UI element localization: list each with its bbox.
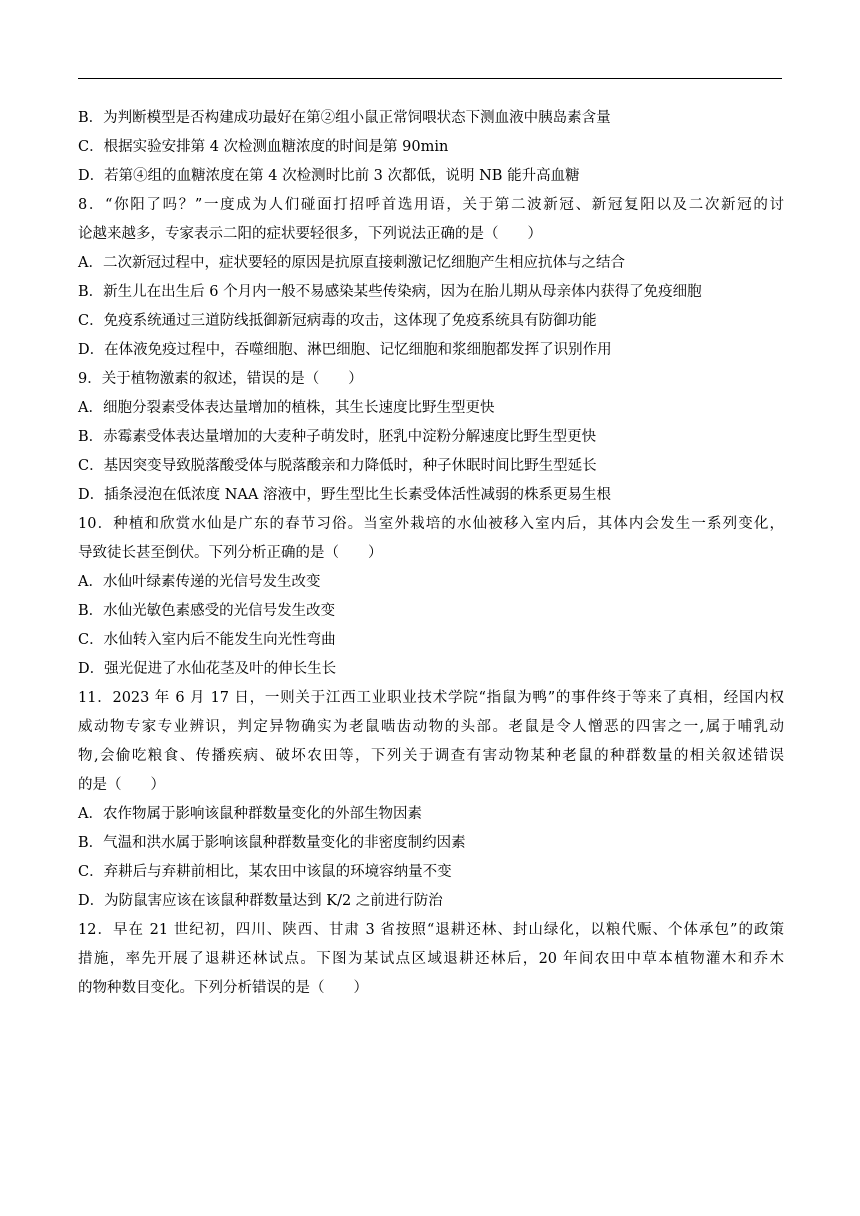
q8-option-d: D．在体液免疫过程中，吞噬细胞、淋巴细胞、记忆细胞和浆细胞都发挥了识别作用 [78, 342, 612, 358]
q8-option-c: C．免疫系统通过三道防线抵御新冠病毒的攻击，这体现了免疫系统具有防御功能 [78, 313, 597, 329]
q7-option-d: D．若第④组的血糖浓度在第 4 次检测时比前 3 次都低，说明 NB 能升高血糖 [78, 168, 580, 184]
q11-stem-line-3: 物,会偷吃粮食、传播疾病、破坏农田等，下列关于调查有害动物某种老鼠的种群数量的相关叙述错误 [78, 748, 784, 764]
q7-option-b: B．为判断模型是否构建成功最好在第②组小鼠正常饲喂状态下测血液中胰岛素含量 [78, 110, 611, 126]
q10-stem-line-2: 导致徒长甚至倒伏。下列分析正确的是（ ） [78, 545, 383, 561]
q9-option-d: D．插条浸泡在低浓度 NAA 溶液中，野生型比生长素受体活性减弱的株系更易生根 [78, 487, 611, 503]
q8-option-a: A．二次新冠过程中，症状要轻的原因是抗原直接刺激记忆细胞产生相应抗体与之结合 [78, 255, 625, 271]
q9-option-c: C．基因突变导致脱落酸受体与脱落酸亲和力降低时，种子休眠时间比野生型延长 [78, 458, 597, 474]
q12-stem-line-1: 12．早在 21 世纪初，四川、陕西、甘肃 3 省按照“退耕还林、封山绿化，以粮代赈、个体承包”的政策 [78, 922, 784, 938]
q10-option-c: C．水仙转入室内后不能发生向光性弯曲 [78, 632, 336, 648]
q9-option-a: A．细胞分裂素受体表达量增加的植株，其生长速度比野生型更快 [78, 400, 495, 416]
q7-option-c: C．根据实验安排第 4 次检测血糖浓度的时间是第 90min [78, 139, 449, 155]
q12-stem-line-3: 的物种数目变化。下列分析错误的是（ ） [78, 980, 368, 996]
q12-stem-line-2: 措施，率先开展了退耕还林试点。下图为某试点区域退耕还林后，20 年间农田中草本植物灌木和乔木 [78, 951, 784, 967]
q8-stem-line-2: 论越来越多，专家表示二阳的症状要轻很多，下列说法正确的是（ ） [78, 226, 542, 242]
q11-option-a: A．农作物属于影响该鼠种群数量变化的外部生物因素 [78, 806, 422, 822]
q10-option-d: D．强光促进了水仙花茎及叶的伸长生长 [78, 661, 337, 677]
question-content [78, 104, 784, 1003]
q10-option-b: B．水仙光敏色素感受的光信号发生改变 [78, 603, 336, 619]
q8-stem-line-1: 8．“你阳了吗？”一度成为人们碰面打招呼首选用语，关于第二波新冠、新冠复阳以及二次新冠的讨 [78, 197, 784, 213]
q9-stem: 9．关于植物激素的叙述，错误的是（ ） [78, 371, 363, 387]
q8-option-b: B．新生儿在出生后 6 个月内一般不易感染某些传染病，因为在胎儿期从母亲体内获得了免疫细胞 [78, 284, 702, 300]
q11-option-b: B．气温和洪水属于影响该鼠种群数量变化的非密度制约因素 [78, 835, 466, 851]
q10-stem-line-1: 10．种植和欣赏水仙是广东的春节习俗。当室外栽培的水仙被移入室内后，其体内会发生一系列变化， [78, 516, 784, 532]
q11-stem-line-4: 的是（ ） [78, 777, 165, 793]
q9-option-b: B．赤霉素受体表达量增加的大麦种子萌发时，胚乳中淀粉分解速度比野生型更快 [78, 429, 597, 445]
q10-option-a: A．水仙叶绿素传递的光信号发生改变 [78, 574, 321, 590]
header-rule [78, 78, 782, 79]
q11-stem-line-2: 威动物专家专业辨识，判定异物确实为老鼠啮齿动物的头部。老鼠是令人憎恶的四害之一,属于哺乳动 [78, 719, 784, 735]
q11-option-c: C．弃耕后与弃耕前相比，某农田中该鼠的环境容纳量不变 [78, 864, 452, 880]
q11-stem-line-1: 11．2023 年 6 月 17 日，一则关于江西工业职业技术学院“指鼠为鸭”的事件终于等来了真相，经国内权 [78, 690, 784, 706]
q11-option-d: D．为防鼠害应该在该鼠种群数量达到 K/2 之前进行防治 [78, 893, 443, 909]
